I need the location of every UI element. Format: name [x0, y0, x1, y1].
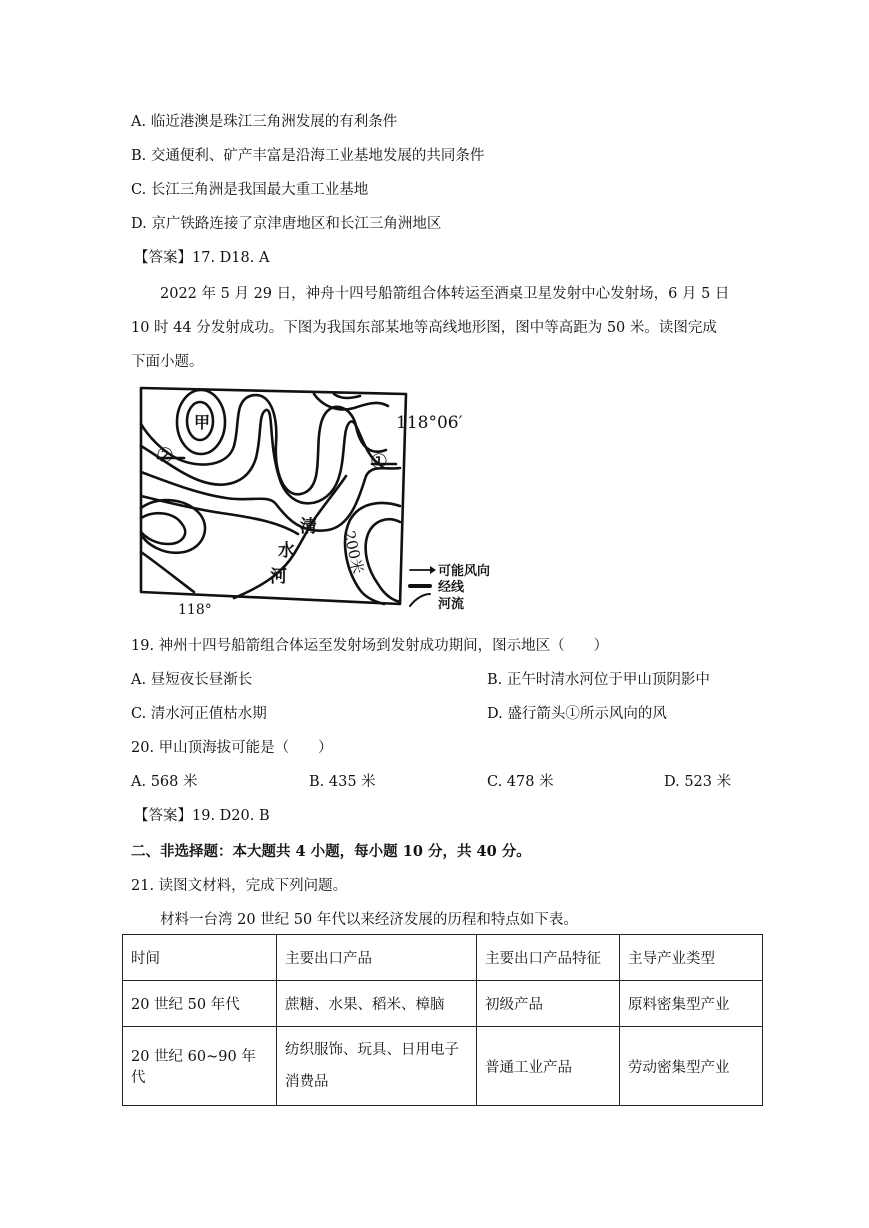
q20-option-d: D. 523 米 — [664, 774, 732, 790]
q19-stem: 19. 神州十四号船箭组合体运至发射场到发射成功期间，图示地区（ ） — [131, 638, 609, 654]
lon-top-label: 118°06′ — [396, 413, 463, 433]
lon-bottom-label: 118° — [178, 602, 212, 618]
marker-2: ② — [156, 443, 174, 467]
q19-option-b: B. 正午时清水河位于甲山顶阴影中 — [487, 672, 710, 688]
section-2-heading: 二、非选择题：本大题共 4 小题，每小题 10 分，共 40 分。 — [131, 843, 531, 860]
legend-wind: 可能风向 — [438, 564, 491, 579]
header-time: 时间 — [123, 935, 277, 981]
cell-feature: 普通工业产品 — [477, 1027, 620, 1106]
q18-option-a: A. 临近港澳是珠江三角洲发展的有利条件 — [131, 114, 398, 130]
table-header-row — [123, 935, 763, 981]
q20-option-b: B. 435 米 — [309, 774, 376, 790]
legend-meridian: 经线 — [438, 580, 465, 595]
peak-label: 甲 — [194, 413, 211, 432]
cell-time: 20 世纪 60~90 年代 — [123, 1027, 277, 1106]
river-char-1: 清 — [300, 517, 317, 537]
answer-19-20: 【答案】19. D20. B — [134, 808, 270, 824]
river-char-2: 水 — [278, 541, 295, 561]
cell-products: 蔗糖、水果、稻米、樟脑 — [277, 981, 477, 1027]
header-industry: 主导产业类型 — [620, 935, 763, 981]
contour-map — [138, 384, 518, 620]
intro-line-2: 10 时 44 分发射成功。下图为我国东部某地等高线地形图，图中等高距为 50 米。读图完成 — [131, 320, 717, 336]
table-row — [123, 981, 763, 1027]
cell-feature: 初级产品 — [477, 981, 620, 1027]
table-row — [123, 1027, 763, 1106]
q20-option-a: A. 568 米 — [131, 774, 198, 790]
q21-stem: 21. 读图文材料，完成下列问题。 — [131, 878, 348, 894]
q19-option-c: C. 清水河正值枯水期 — [131, 706, 267, 722]
q20-option-c: C. 478 米 — [487, 774, 554, 790]
contour-line — [314, 394, 388, 409]
header-feature: 主要出口产品特征 — [477, 935, 620, 981]
contour-line — [141, 552, 194, 592]
material-1: 材料一台湾 20 世纪 50 年代以来经济发展的历程和特点如下表。 — [160, 912, 578, 928]
contour-line — [334, 394, 360, 398]
q18-option-b: B. 交通便利、矿产丰富是沿海工业基地发展的共同条件 — [131, 148, 485, 164]
header-products: 主要出口产品 — [277, 935, 477, 981]
contour-200-label: 200米 — [340, 529, 367, 576]
cell-time: 20 世纪 50 年代 — [123, 981, 277, 1027]
q18-option-c: C. 长江三角洲是我国最大重工业基地 — [131, 182, 369, 198]
cell-products — [277, 1027, 477, 1106]
cell-products-line-2: 消费品 — [285, 1074, 329, 1090]
cell-industry: 原料密集型产业 — [620, 981, 763, 1027]
contour-line — [141, 513, 185, 544]
cell-industry: 劳动密集型产业 — [620, 1027, 763, 1106]
contour-line — [366, 519, 400, 602]
q19-option-a: A. 昼短夜长昼渐长 — [131, 672, 253, 688]
q18-option-d: D. 京广铁路连接了京津唐地区和长江三角洲地区 — [131, 216, 442, 232]
cell-products-line-1: 纺织服饰、玩具、日用电子 — [285, 1042, 459, 1058]
legend-river: 河流 — [438, 597, 465, 612]
river-char-3: 河 — [270, 567, 287, 587]
q19-option-d: D. 盛行箭头①所示风向的风 — [487, 706, 667, 722]
marker-1: ① — [370, 449, 388, 473]
intro-line-1: 2022 年 5 月 29 日，神舟十四号船箭组合体转运至酒桌卫星发射中心发射场，6 月 5 日 — [160, 286, 730, 302]
economy-table — [122, 934, 763, 1106]
intro-line-3: 下面小题。 — [131, 354, 204, 370]
q20-stem: 20. 甲山顶海拔可能是（ ） — [131, 740, 333, 756]
answer-17-18: 【答案】17. D18. A — [134, 250, 270, 266]
